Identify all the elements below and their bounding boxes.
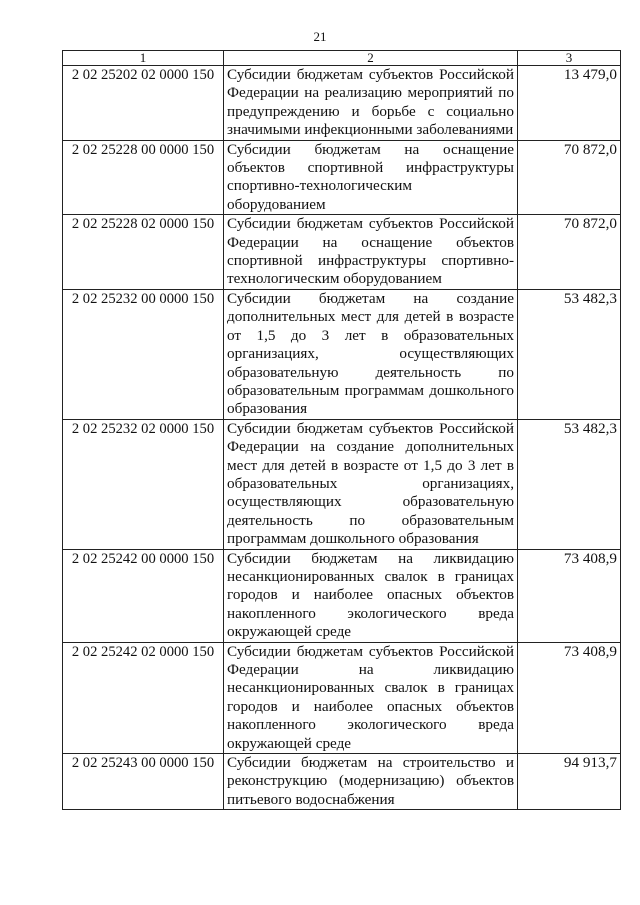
column-number: 1 — [63, 51, 224, 66]
table-row — [63, 215, 621, 290]
description-cell: Субсидии бюджетам на создание дополнительных мест для детей в возрасте от 1,5 до 3 лет в образовательных организациях, осуществляющих образовательную деятельность по образовательным программам дошкольного образования — [224, 289, 518, 419]
amount-cell: 53 482,3 — [518, 419, 621, 549]
description-cell: Субсидии бюджетам субъектов Российской Федерации на оснащение объектов спортивной инфраструктуры спортивно-технологическим оборудованием — [224, 215, 518, 290]
budget-code-cell: 2 02 25232 00 0000 150 — [63, 289, 224, 419]
budget-code-cell: 2 02 25232 02 0000 150 — [63, 419, 224, 549]
description-cell: Субсидии бюджетам субъектов Российской Федерации на ликвидацию несанкционированных свалок в границах городов и наиболее опасных объектов накопленного экологического вреда окружающей среде — [224, 642, 518, 753]
amount-cell: 73 408,9 — [518, 549, 621, 642]
table-row — [63, 289, 621, 419]
description-cell: Субсидии бюджетам на оснащение объектов спортивной инфраструктуры спортивно-технологическим оборудованием — [224, 140, 518, 215]
budget-table — [62, 50, 621, 810]
table-row — [63, 754, 621, 810]
table-row — [63, 419, 621, 549]
budget-code-cell: 2 02 25228 02 0000 150 — [63, 215, 224, 290]
budget-code-cell: 2 02 25242 02 0000 150 — [63, 642, 224, 753]
budget-code-cell: 2 02 25242 00 0000 150 — [63, 549, 224, 642]
table-row — [63, 642, 621, 753]
amount-cell: 94 913,7 — [518, 754, 621, 810]
amount-cell: 53 482,3 — [518, 289, 621, 419]
description-cell: Субсидии бюджетам на ликвидацию несанкционированных свалок в границах городов и наиболее опасных объектов накопленного экологического вреда окружающей среде — [224, 549, 518, 642]
column-number: 2 — [224, 51, 518, 66]
budget-code-cell: 2 02 25228 00 0000 150 — [63, 140, 224, 215]
column-number: 3 — [518, 51, 621, 66]
table-row — [63, 140, 621, 215]
amount-cell: 70 872,0 — [518, 140, 621, 215]
amount-cell: 70 872,0 — [518, 215, 621, 290]
page-number: 21 — [313, 29, 327, 44]
table-body — [63, 66, 621, 810]
description-cell: Субсидии бюджетам субъектов Российской Федерации на создание дополнительных мест для детей в возрасте от 1,5 до 3 лет в образовательных организациях, осуществляющих образовательную деятельность по образовательным программам дошкольного образования — [224, 419, 518, 549]
description-cell: Субсидии бюджетам субъектов Российской Федерации на реализацию мероприятий по предупреждению и борьбе с социально значимыми инфекционными заболеваниями — [224, 66, 518, 141]
table-row — [63, 549, 621, 642]
budget-code-cell: 2 02 25202 02 0000 150 — [63, 66, 224, 141]
column-number-row — [63, 51, 621, 66]
amount-cell: 13 479,0 — [518, 66, 621, 141]
amount-cell: 73 408,9 — [518, 642, 621, 753]
table-row — [63, 66, 621, 141]
description-cell: Субсидии бюджетам на строительство и реконструкцию (модернизацию) объектов питьевого водоснабжения — [224, 754, 518, 810]
budget-code-cell: 2 02 25243 00 0000 150 — [63, 754, 224, 810]
